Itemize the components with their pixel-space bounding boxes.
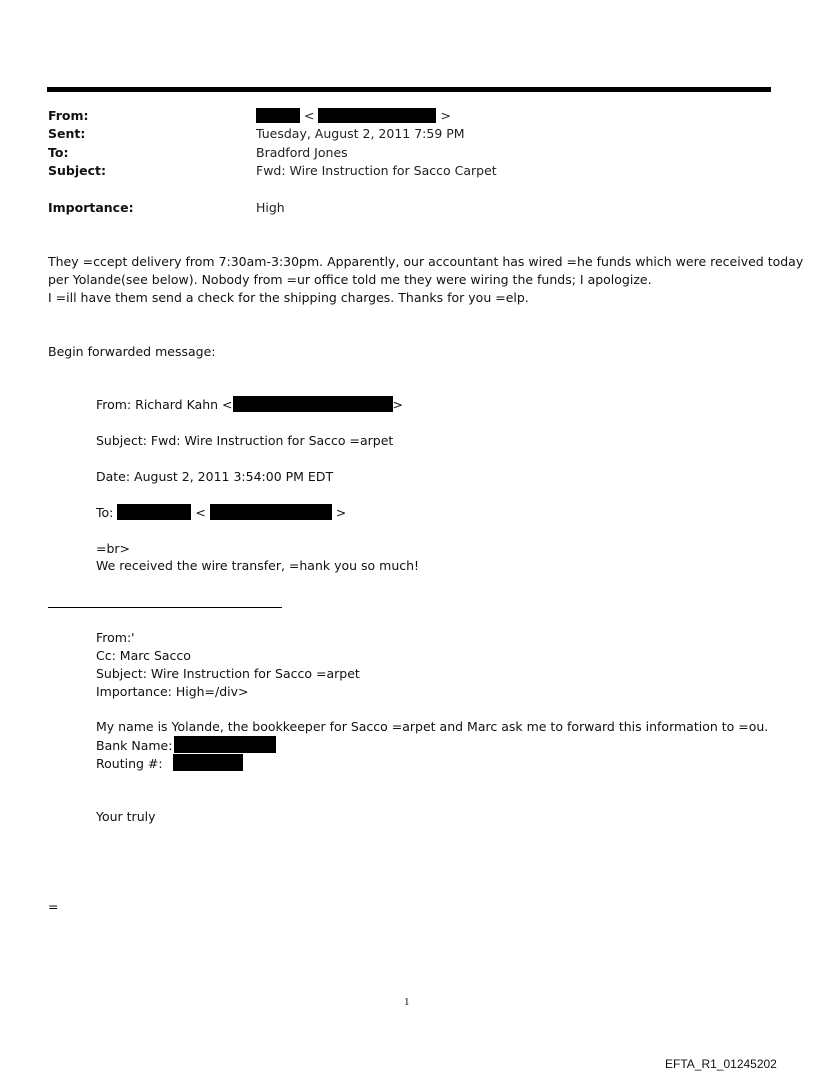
- inner-subject: Subject: Wire Instruction for Sacco =arpet: [96, 666, 360, 681]
- body-line-2: per Yolande(see below). Nobody from =ur office told me they were wiring the funds; I apologize.: [48, 272, 652, 287]
- page-number: 1: [404, 996, 410, 1008]
- fwd-date: Date: August 2, 2011 3:54:00 PM EDT: [96, 469, 334, 484]
- redacted-sender-name: [256, 108, 300, 123]
- inner-intro: My name is Yolande, the bookkeeper for Sacco =arpet and Marc ask me to forward this information to =ou.: [96, 719, 769, 734]
- sent-label: Sent:: [48, 126, 86, 141]
- importance-label: Importance:: [48, 200, 134, 215]
- fwd-from-line: [96, 396, 403, 413]
- closing-line: Your truly: [96, 809, 156, 824]
- body-line-1: They =ccept delivery from 7:30am-3:30pm. Apparently, our accountant has wired =he funds which were received today: [48, 254, 804, 269]
- inner-cc: Cc: Marc Sacco: [96, 648, 191, 663]
- fwd-received-line: We received the wire transfer, =hank you so much!: [96, 558, 420, 573]
- redacted-bank-name: [174, 736, 276, 753]
- header-rule: [47, 87, 771, 92]
- fwd-br-line: =br>: [96, 541, 131, 556]
- fwd-to-gt: >: [335, 505, 347, 520]
- inner-importance: Importance: High=/div>: [96, 684, 249, 699]
- to-label: To:: [48, 145, 69, 160]
- subject-value: Fwd: Wire Instruction for Sacco Carpet: [256, 163, 497, 178]
- bates-number: EFTA_R1_01245202: [665, 1057, 777, 1071]
- bank-name-label: Bank Name:: [96, 738, 173, 753]
- redacted-fwd-email: [233, 396, 393, 412]
- importance-value: High: [256, 200, 285, 215]
- fwd-from-prefix: From: Richard Kahn <: [96, 397, 233, 412]
- sent-value: Tuesday, August 2, 2011 7:59 PM: [256, 126, 465, 141]
- from-gt: >: [440, 108, 451, 123]
- trailing-equals: =: [48, 899, 59, 914]
- fwd-to-lt: <: [195, 505, 206, 520]
- redacted-fwd-to-email: [210, 504, 332, 520]
- redacted-fwd-to-name: [117, 504, 191, 520]
- from-lt: <: [303, 108, 315, 123]
- fwd-to-prefix: To:: [96, 505, 114, 520]
- separator-rule: [48, 607, 282, 608]
- inner-from: From:': [96, 630, 135, 645]
- redacted-sender-email: [318, 108, 436, 123]
- from-value: [256, 107, 451, 124]
- bank-name-line: [96, 736, 276, 754]
- redacted-routing-number: [173, 754, 243, 771]
- body-line-3: I =ill have them send a check for the shipping charges. Thanks for you =elp.: [48, 290, 529, 305]
- fwd-to-line: [96, 504, 346, 521]
- fwd-from-suffix: >: [392, 397, 404, 412]
- to-value: Bradford Jones: [256, 145, 348, 160]
- fwd-subject: Subject: Fwd: Wire Instruction for Sacco =arpet: [96, 433, 394, 448]
- routing-label: Routing #:: [96, 756, 163, 771]
- from-label: From:: [48, 108, 89, 123]
- begin-forwarded-label: Begin forwarded message:: [48, 344, 216, 359]
- routing-line: [96, 754, 243, 772]
- subject-label: Subject:: [48, 163, 106, 178]
